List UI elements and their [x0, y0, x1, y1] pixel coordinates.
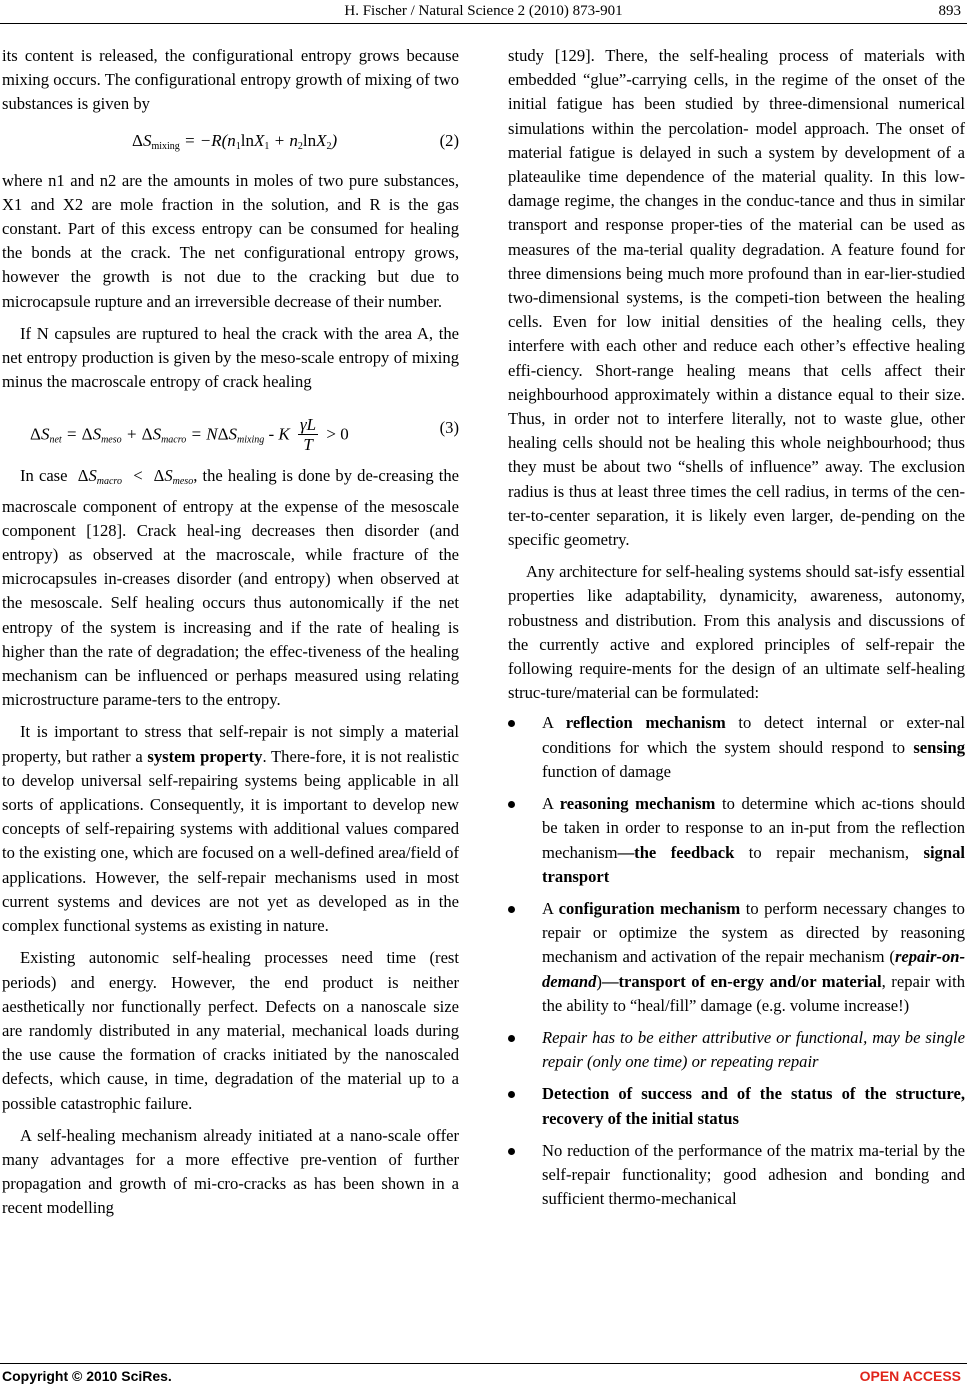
paragraph: where n1 and n2 are the amounts in moles of two pure substances, X1 and X2 are mole fraction in the solution, and R is the gas constant. Part of this excess entropy can be consumed for healing the bonds at the crack. The net configurational entropy grows, however the growth is not due to the cracking but due to microcapsule rupture and an irreversible decrease of their number.	[2, 170, 459, 311]
footer-rule	[0, 1363, 967, 1364]
text-span: It is important to stress that self-repair is not simply a material property, but rather a	[2, 722, 459, 766]
text-span: , the healing is done by de-creasing the macroscale component of entropy at the expense of the mesoscale component [128]. Crack heal-ing decreases then disorder (and entropy) as observed at the macroscale, while fracture of the microcapsules in-creases disorder (and entropy) when observed at the mesoscale. Self healing occurs thus autonomically if the net entropy of the system is increasing and if the rate of healing is higher than the rate of degradation; the effec-tiveness of the healing mechanism can be influenced or perhaps measured using relating microstructure parame-ters to the entropy.	[2, 466, 460, 710]
text-span: No reduction of the performance of the matrix ma-terial by the self-repair functionality; good adhesion and bonding and sufficient thermo-mechanical	[542, 1140, 965, 1209]
text-span: A	[542, 898, 559, 918]
list-item	[508, 1026, 965, 1074]
header-rule	[0, 23, 967, 24]
requirements-list	[508, 711, 965, 1211]
italic-text: Repair has to be either attributive or functional, may be single repair (only one time) or repeating repair	[542, 1027, 965, 1072]
bullet-icon	[508, 906, 515, 913]
bold-term: reflection mechanism	[565, 713, 726, 733]
list-item	[508, 1139, 965, 1212]
text-span: . There-fore, it is not realistic to develop universal self-repairing systems being applicable in all sorts of applications. Consequently, it is important to develop new concepts of self-repairing systems with additional values compared to the existing one, which are focused on a well-defined area/field of applications. However, the self-repair mechanisms used in most current systems and devices are not yet as developed as in the complex functional systems as existing in nature.	[2, 746, 459, 936]
open-access-label: OPEN ACCESS	[859, 1368, 961, 1384]
text-span: )	[596, 971, 602, 991]
text-span: to determine which ac-tions should be taken in order to response to an in-put from the reflection mechanism	[542, 794, 966, 862]
fraction: $\frac{\gamma L}{T}$	[299, 415, 317, 455]
left-column	[2, 44, 459, 1221]
bold-term: —transport of en-ergy and/or material	[601, 971, 882, 991]
page-number: 893	[938, 3, 961, 19]
bullet-icon	[508, 1091, 515, 1098]
equation-2-body: $\Delta S_{mixing} = -R(n_1\ln X_1 + n_2\ln X_2)$	[132, 130, 338, 152]
list-item	[508, 711, 965, 784]
list-item	[508, 792, 965, 889]
equation-3	[2, 394, 459, 464]
paragraph: If N capsules are ruptured to heal the crack with the area A, the net entropy production is given by the meso-scale entropy of mixing minus the macroscale entropy of crack healing	[2, 323, 459, 392]
inline-math: $\Delta S_{macro} < \Delta S_{meso}$	[77, 466, 194, 488]
bullet-icon	[508, 801, 515, 808]
equation-number: (2)	[439, 130, 459, 150]
equation-number: (3)	[439, 418, 459, 438]
text-span: function of damage	[542, 761, 672, 781]
text-span: A	[542, 713, 566, 733]
paragraph: Any architecture for self-healing systems should sat-isfy essential properties like adaptability, dynamicity, awareness, autonomy, robustness and distribution. From this analysis and discussions of the currently active and explored principles of self-repair the following require-ments for the design of an ultimate self-healing struc-ture/material can be formulated:	[508, 562, 965, 703]
right-column	[508, 44, 965, 1219]
text-span: to perform necessary changes to repair or optimize the system as directed by reasoning mechanism and activation of the repair mechanism (	[542, 898, 965, 967]
equation-3-body: $\Delta S_{net} = \Delta S_{meso} + \Delta S_{macro} = N\Delta S_{mixing} - K$ $\frac{\gamma L}{T}$ > 0	[30, 415, 349, 455]
bold-term: configuration mechanism	[558, 898, 741, 918]
paragraph: Existing autonomic self-healing processes need time (rest periods) and energy. However, the end product is neither aesthetically nor functionally perfect. Defects on a nanoscale size are randomly distributed in any material, mechanical loads during the use cause the formation of cracks initiated by the nanoscaled defects, which cause, in time, degradation of the material up to a possible catastrophic failure.	[2, 948, 459, 1113]
bold-term: system property	[147, 746, 263, 766]
list-item	[508, 897, 965, 1018]
list-item	[508, 1082, 965, 1130]
paragraph: its content is released, the configurational entropy grows because mixing occurs. The configurational entropy growth of mixing of two substances is given by	[2, 46, 459, 114]
copyright-notice: Copyright © 2010 SciRes.	[2, 1368, 172, 1384]
text-span: In case	[20, 466, 68, 486]
text-span: to detect internal or exter-nal conditions for which the system should respond to	[542, 713, 965, 757]
bullet-icon	[508, 720, 515, 727]
running-header: H. Fischer / Natural Science 2 (2010) 873-901	[344, 3, 623, 19]
bold-term: signal transport	[542, 842, 965, 886]
equation-2	[2, 117, 459, 169]
bold-term: —the feedback	[617, 842, 735, 862]
bold-italic-term: repair-on-demand	[542, 947, 965, 991]
paragraph: study [129]. There, the self-healing process of materials with embedded “glue”-carrying cells, in the regime of the onset of the initial fatigue has been studied by three-dimensional numerical simulations within the percolation- model approach. The onset of material fatigue is delayed in such a system by development of a plateaulike time dependence of the material quality. In this low-damage regime, the changes in the conduc-tance and thus in similar transport and response proper-ties of the material can be used as measures of the ma-terial quality degradation. A feature found for three dimensions being much more profound than in ear-lier-studied two-dimensional systems, is the competi-tion between the healing cells. Even for low initial densities of the healing cells, they interfere with each other and reduce each other’s effective healing effi-ciency. Short-range healing means that cells affect their neighbourhood approximately within a distance equal to their size. Thus, in order not to interfere literally, not to waste glue, other healing cells should not be healing this whole neighbourhood; thus they must be about two “shells of influence” away. The exclusion radius is thus at least three times the cell radius, in terms of the cen-ter-to-center separation, it is likely even larger, de-pending on the specific geometry.	[508, 46, 965, 550]
bold-term: sensing	[913, 737, 965, 757]
paragraph	[2, 464, 459, 712]
bold-term: reasoning mechanism	[559, 794, 716, 814]
text-span: to repair mechanism,	[734, 842, 924, 862]
bullet-icon	[508, 1035, 515, 1042]
bold-term: Detection of success and of the status of the structure, recovery of the initial status	[542, 1084, 965, 1128]
text-span: , repair with the ability to “heal/fill” damage (e.g. volume increase!)	[542, 971, 965, 1015]
paragraph: A self-healing mechanism already initiated at a nano-scale offer many advantages for a more effective pre-vention of further propagation and growth of mi-cro-cracks as has been shown in a recent modelling	[2, 1125, 459, 1218]
bullet-icon	[508, 1148, 515, 1155]
paragraph	[2, 720, 459, 938]
text-span: A	[542, 794, 560, 814]
